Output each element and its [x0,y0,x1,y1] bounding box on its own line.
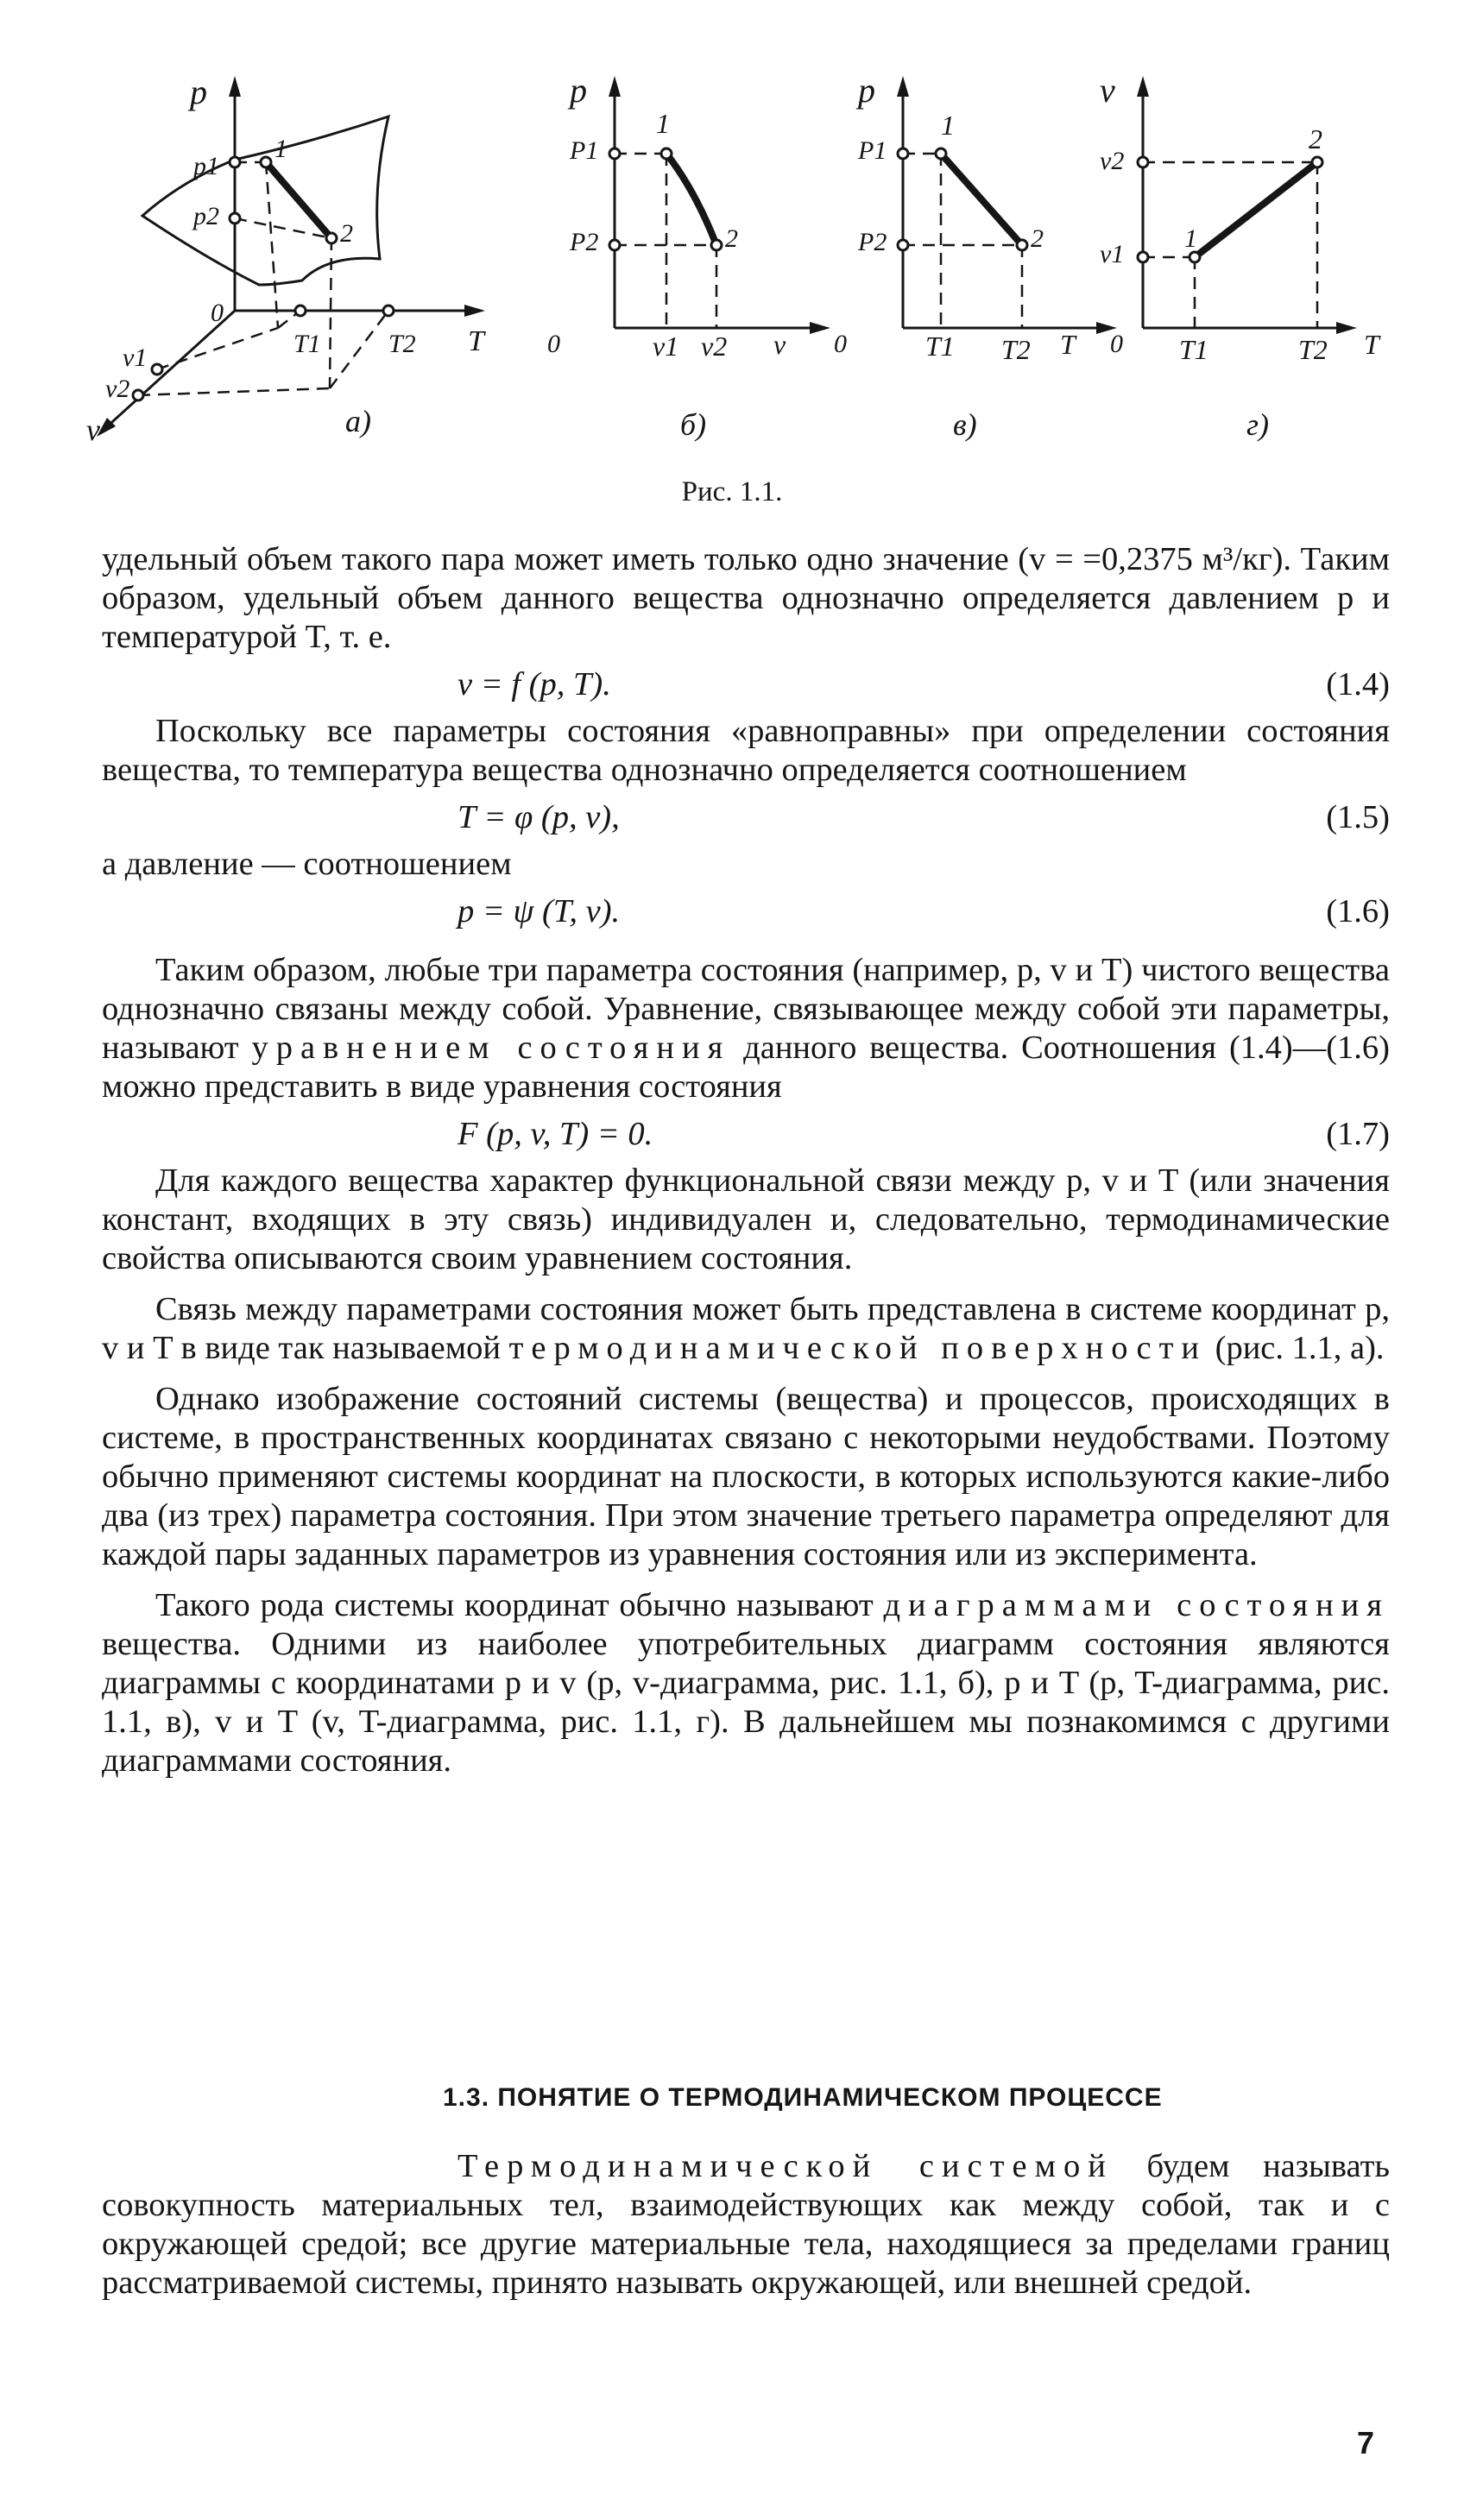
b-point-2: 2 [725,224,738,253]
a-v1-label: v1 [123,343,148,372]
text-run: Таким образом, любые три параметра состояния (например, p, v и T) чистого вещества однозначно связаны между собой. Уравнение, связывающее между собой эти параметры, называют [102,952,1390,1066]
a-point-1: 1 [274,135,287,163]
equation-formula: p = ψ (T, v). [458,892,621,929]
a-p2-label: p2 [193,202,219,230]
c-p-label: p [858,71,875,110]
section-heading: 1.3. ПОНЯТИЕ О ТЕРМОДИНАМИЧЕСКОМ ПРОЦЕССЕ [443,2083,1163,2112]
paragraph [102,1290,1390,1368]
paragraph [102,1586,1390,1780]
paragraph: Поскольку все параметры состояния «равноправны» при определении состояния вещества, то температура вещества однозначно определяется соотношением [102,713,1390,788]
c-point-1: 1 [941,110,955,141]
b-v1-label: v1 [653,331,679,362]
d-origin: 0 [1110,330,1123,358]
d-point-2: 2 [1309,123,1322,154]
body-text [102,540,1390,1780]
paragraph: Для каждого вещества характер функциональной связи между p, v и T (или значения констант, входящих в эту связь) индивидуален и, следовательно, термодинамические свойства описываются своим уравнением состояния. [102,1162,1390,1276]
equation-formula: T = φ (p, v), [458,798,620,835]
diagram-b-pv [547,71,830,442]
a-v-axis-label: v [86,413,100,447]
b-v2-label: v2 [701,331,728,362]
a-t-axis-label: T [468,325,484,357]
paragraph [102,951,1390,1106]
equation-formula: F (p, v, T) = 0. [458,1115,653,1152]
equation-number: (1.6) [1326,892,1390,929]
text-run: Такого рода системы координат обычно называют [155,1587,884,1623]
b-origin: 0 [547,330,560,358]
c-t2-label: T2 [1001,334,1031,365]
c-point-2: 2 [1031,224,1044,253]
a-origin: 0 [211,299,224,327]
c-letter: в) [953,407,977,442]
d-v-axis-label: v [1100,71,1115,110]
text-run: Связь между параметрами состояния может быть представлена в системе координат p, v и T в виде так называемой [102,1291,1390,1366]
d-letter: г) [1246,407,1270,442]
spaced-term: диаграммами состояния [883,1587,1390,1623]
a-t2-label: T2 [388,330,416,358]
equation-number: (1.4) [1326,665,1390,702]
b-p-label: p [570,71,587,110]
equation-1-7 [102,1106,1390,1162]
spaced-term: термодинамической поверхности [508,1330,1207,1366]
b-point-1: 1 [656,108,670,139]
spaced-term: Термодинамической системой [458,2148,1114,2184]
b-p2-label: P2 [570,228,599,256]
c-t1-label: T1 [925,331,955,362]
d-v2-label: v2 [1100,147,1125,175]
equation-1-6 [102,884,1390,939]
page-number: 7 [1356,2425,1374,2460]
a-letter: а) [345,404,371,438]
diagram-d-vt [1100,71,1381,442]
c-p2-label: P2 [858,228,887,256]
section-text [102,2147,1390,2303]
diagram-c-pt [834,71,1117,442]
text-run: данного вещества. Соотношения (1.4)—(1.6) можно представить в виде уравнения состояния [102,1030,1391,1105]
text-run: будем называть совокупность материальных тел, взаимодействующих как между собой, так и с окружающей средой; все другие материальные тела, находящиеся за пределами границ рассматриваемой системы, принято называть окружающей, или внешней средой. [102,2148,1390,2301]
equation-1-4 [102,657,1390,712]
figure-1-1 [52,52,1398,483]
d-t2-label: T2 [1298,334,1328,365]
d-point-1: 1 [1184,224,1197,253]
a-point-2: 2 [340,219,353,248]
c-origin: 0 [834,330,847,358]
b-v-axis-label: v [773,329,786,360]
paragraph: удельный объем такого пара может иметь только одно значение (v = =0,2375 м³/кг). Таким образом, удельный объем данного вещества однозначно определяется давлением p и температурой T, т. е. [102,541,1390,655]
c-p1-label: P1 [858,136,887,165]
a-p-label: p [190,72,207,111]
paragraph: Однако изображение состояний системы (вещества) и процессов, происходящих в системе, в пространственных координатах связано с некоторыми неудобствами. Поэтому обычно применяют системы координат на плоскости, в которых используются какие-либо два (из трех) параметра состояния. При этом значение третьего параметра определяют для каждой пары заданных параметров из уравнения состояния или из эксперимента. [102,1381,1390,1572]
equation-number: (1.5) [1326,798,1390,835]
spaced-term: уравнением состояния [251,1030,731,1066]
b-letter: б) [680,407,707,442]
c-t-axis-label: T [1060,329,1076,360]
paragraph: а давление — соотношением [102,846,512,882]
figure-caption: Рис. 1.1. [681,476,783,507]
a-p1-label: p1 [193,152,219,180]
equation-formula: v = f (p, T). [458,665,611,702]
diagram-a-thermodynamic-surface [86,72,486,447]
b-p1-label: P1 [570,136,599,165]
equation-1-5 [102,790,1390,845]
equation-number: (1.7) [1326,1115,1390,1152]
d-t-axis-label: T [1364,329,1379,360]
d-t1-label: T1 [1179,334,1208,365]
d-v1-label: v1 [1100,240,1125,268]
a-t1-label: T1 [293,330,321,358]
a-v2-label: v2 [105,375,130,403]
text-run: вещества. Одними из наиболее употребительных диаграмм состояния являются диаграммы с координатами p и v (p, v-диаграмма, рис. 1.1, б), p и T (p, T-диаграмма, рис. 1.1, в), v и T (v, T-диаграмма, рис. 1.1, г). В дальнейшем мы познакомимся с другими диаграммами состояния. [102,1626,1390,1779]
paragraph [102,2147,1390,2303]
text-run: (рис. 1.1, а). [1207,1330,1385,1366]
